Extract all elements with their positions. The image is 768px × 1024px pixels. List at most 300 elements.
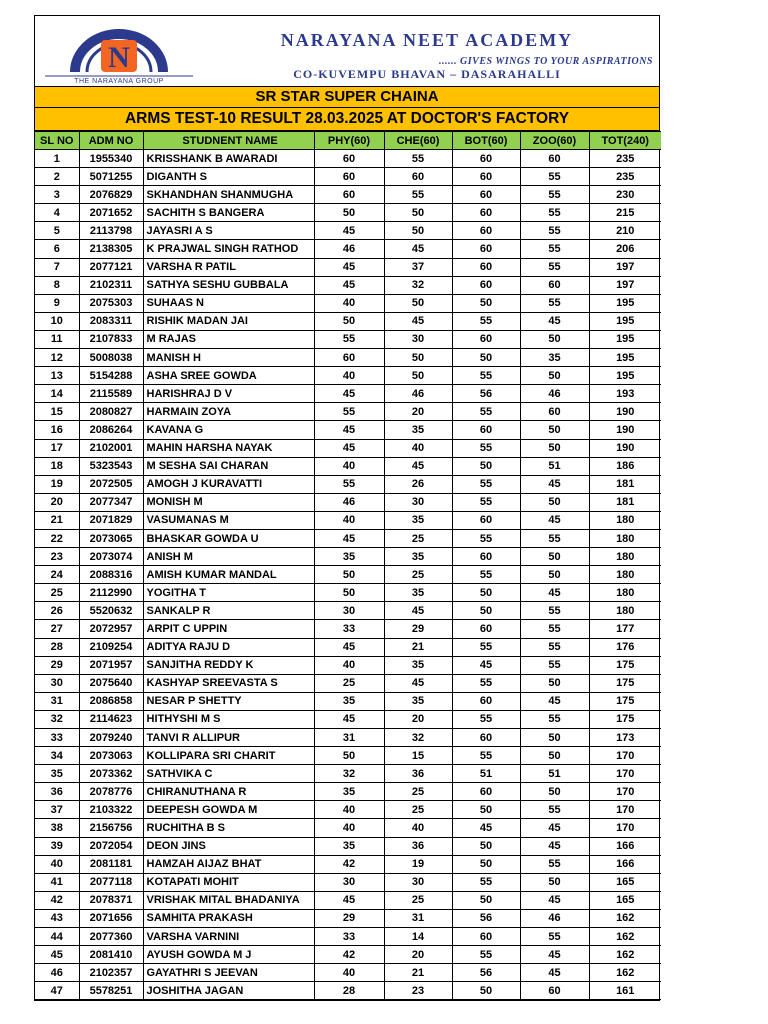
results-table	[35, 131, 661, 1000]
table-cell: 170	[589, 765, 661, 783]
table-cell: 60	[452, 276, 520, 294]
table-cell: AMISH KUMAR MANDAL	[143, 566, 314, 584]
table-cell: 60	[452, 204, 520, 222]
table-cell: 55	[520, 204, 589, 222]
table-cell: 60	[452, 186, 520, 204]
table-cell: 50	[520, 367, 589, 385]
table-cell: GAYATHRI S JEEVAN	[143, 964, 314, 982]
table-cell: 23	[35, 548, 79, 566]
table-cell: 28	[35, 638, 79, 656]
table-cell: 32	[314, 765, 384, 783]
table-cell: 55	[452, 312, 520, 330]
table-cell: 2078371	[79, 891, 143, 909]
table-cell: 60	[452, 548, 520, 566]
table-cell: 45	[314, 891, 384, 909]
table-cell: 7	[35, 258, 79, 276]
logo-arc-text: SRAMAYEVA JAYATHE	[67, 18, 168, 53]
table-cell: 50	[452, 837, 520, 855]
table-cell: 43	[35, 909, 79, 927]
table-cell: 56	[452, 964, 520, 982]
column-header: ZOO(60)	[520, 132, 589, 150]
table-cell: 45	[520, 692, 589, 710]
academy-slogan: ...... GIVES WINGS TO YOUR ASPIRATIONS	[439, 56, 653, 67]
table-cell: SATHYA SESHU GUBBALA	[143, 276, 314, 294]
table-cell: HARISHRAJ D V	[143, 385, 314, 403]
table-cell: 2102311	[79, 276, 143, 294]
table-cell: 9	[35, 294, 79, 312]
table-cell: 50	[384, 222, 452, 240]
table-cell: 23	[384, 982, 452, 1000]
table-cell: KOTAPATI MOHIT	[143, 873, 314, 891]
table-cell: SANKALP R	[143, 602, 314, 620]
table-cell: 51	[520, 457, 589, 475]
column-header: ADM NO	[79, 132, 143, 150]
table-cell: 35	[314, 837, 384, 855]
table-row	[35, 946, 661, 964]
table-cell: 36	[384, 765, 452, 783]
table-cell: 45	[384, 312, 452, 330]
table-cell: ADITYA RAJU D	[143, 638, 314, 656]
table-cell: 2077360	[79, 928, 143, 946]
table-cell: 40	[314, 294, 384, 312]
column-header: CHE(60)	[384, 132, 452, 150]
table-cell: 2072505	[79, 475, 143, 493]
table-cell: 32	[384, 276, 452, 294]
table-cell: HAMZAH AIJAZ BHAT	[143, 855, 314, 873]
table-cell: AYUSH GOWDA M J	[143, 946, 314, 964]
table-cell: 166	[589, 837, 661, 855]
table-cell: 165	[589, 873, 661, 891]
table-cell: 13	[35, 367, 79, 385]
table-cell: 45	[314, 638, 384, 656]
table-cell: 33	[314, 928, 384, 946]
table-cell: 29	[35, 656, 79, 674]
table-cell: 55	[520, 855, 589, 873]
table-cell: 46	[35, 964, 79, 982]
table-row	[35, 873, 661, 891]
table-cell: M RAJAS	[143, 330, 314, 348]
table-cell: 20	[384, 710, 452, 728]
table-cell: 40	[314, 819, 384, 837]
table-cell: 21	[384, 638, 452, 656]
table-row	[35, 421, 661, 439]
table-cell: 50	[520, 873, 589, 891]
table-cell: 14	[384, 928, 452, 946]
table-cell: 50	[452, 801, 520, 819]
table-row	[35, 620, 661, 638]
table-cell: 35	[35, 765, 79, 783]
table-row	[35, 891, 661, 909]
table-cell: 2080827	[79, 403, 143, 421]
table-cell: 46	[520, 385, 589, 403]
table-row	[35, 747, 661, 765]
table-row	[35, 150, 661, 168]
table-cell: ASHA SREE GOWDA	[143, 367, 314, 385]
column-header: TOT(240)	[589, 132, 661, 150]
table-cell: 21	[35, 511, 79, 529]
table-cell: M SESHA SAI CHARAN	[143, 457, 314, 475]
table-cell: 32	[35, 710, 79, 728]
table-cell: 50	[314, 584, 384, 602]
table-cell: 40	[35, 855, 79, 873]
table-cell: 2102001	[79, 439, 143, 457]
table-cell: 42	[314, 946, 384, 964]
table-cell: 35	[384, 548, 452, 566]
table-cell: 55	[452, 747, 520, 765]
table-cell: 2086264	[79, 421, 143, 439]
table-cell: 50	[314, 747, 384, 765]
logo-group-text: THE NARAYANA GROUP	[74, 78, 164, 84]
table-cell: 50	[520, 747, 589, 765]
table-cell: 45	[520, 475, 589, 493]
table-cell: 50	[520, 783, 589, 801]
table-cell: 2075303	[79, 294, 143, 312]
table-cell: 55	[520, 294, 589, 312]
table-cell: 40	[314, 367, 384, 385]
table-cell: 180	[589, 529, 661, 547]
table-cell: 2078776	[79, 783, 143, 801]
table-cell: 50	[314, 204, 384, 222]
table-cell: 45	[384, 674, 452, 692]
table-cell: 55	[520, 928, 589, 946]
table-cell: 46	[314, 493, 384, 511]
table-cell: 60	[520, 276, 589, 294]
table-cell: 35	[314, 783, 384, 801]
table-cell: 55	[314, 403, 384, 421]
column-header: SL NO	[35, 132, 79, 150]
table-cell: 45	[314, 222, 384, 240]
table-cell: 25	[35, 584, 79, 602]
table-cell: 30	[314, 602, 384, 620]
table-cell: 50	[452, 584, 520, 602]
table-cell: 170	[589, 747, 661, 765]
table-cell: 165	[589, 891, 661, 909]
table-cell: 50	[520, 566, 589, 584]
table-row	[35, 529, 661, 547]
table-cell: 55	[452, 710, 520, 728]
table-cell: 60	[452, 330, 520, 348]
table-cell: 2071829	[79, 511, 143, 529]
table-cell: 60	[452, 620, 520, 638]
table-cell: 56	[452, 385, 520, 403]
table-cell: 2071652	[79, 204, 143, 222]
table-cell: 2071957	[79, 656, 143, 674]
table-cell: 197	[589, 258, 661, 276]
table-cell: 175	[589, 674, 661, 692]
table-cell: 2	[35, 168, 79, 186]
table-cell: 55	[452, 674, 520, 692]
table-cell: KASHYAP SREEVASTA S	[143, 674, 314, 692]
table-row	[35, 638, 661, 656]
table-cell: 19	[384, 855, 452, 873]
table-cell: 50	[314, 312, 384, 330]
table-cell: 5154288	[79, 367, 143, 385]
table-cell: 2076829	[79, 186, 143, 204]
table-cell: 60	[452, 258, 520, 276]
table-cell: 45	[314, 421, 384, 439]
table-cell: 55	[520, 620, 589, 638]
table-cell: 20	[35, 493, 79, 511]
table-cell: 55	[520, 258, 589, 276]
branch-name: CO-KUVEMPU BHAVAN – DASARAHALLI	[293, 67, 561, 81]
table-cell: KRISSHANK B AWARADI	[143, 150, 314, 168]
table-cell: 45	[314, 258, 384, 276]
table-cell: 55	[520, 602, 589, 620]
table-row	[35, 367, 661, 385]
table-cell: 177	[589, 620, 661, 638]
table-cell: 2156756	[79, 819, 143, 837]
table-cell: 180	[589, 584, 661, 602]
table-cell: 60	[314, 150, 384, 168]
table-cell: 60	[314, 349, 384, 367]
table-cell: 40	[314, 801, 384, 819]
table-row	[35, 855, 661, 873]
table-cell: 50	[384, 294, 452, 312]
table-cell: 180	[589, 602, 661, 620]
table-cell: 45	[520, 511, 589, 529]
table-row	[35, 403, 661, 421]
table-cell: 60	[452, 511, 520, 529]
table-cell: 2113798	[79, 222, 143, 240]
table-cell: 180	[589, 566, 661, 584]
table-cell: 50	[384, 349, 452, 367]
table-cell: 36	[384, 837, 452, 855]
table-cell: 5520632	[79, 602, 143, 620]
table-cell: 3	[35, 186, 79, 204]
table-row	[35, 186, 661, 204]
table-cell: HITHYSHI M S	[143, 710, 314, 728]
table-cell: 176	[589, 638, 661, 656]
table-cell: 35	[520, 349, 589, 367]
table-cell: 10	[35, 312, 79, 330]
table-cell: TANVI R ALLIPUR	[143, 729, 314, 747]
table-cell: SATHVIKA C	[143, 765, 314, 783]
table-cell: 50	[520, 674, 589, 692]
table-cell: 55	[520, 638, 589, 656]
table-cell: 29	[314, 909, 384, 927]
table-cell: 50	[452, 349, 520, 367]
table-cell: 55	[452, 475, 520, 493]
logo-letter: N	[108, 41, 130, 74]
table-cell: 2073074	[79, 548, 143, 566]
table-cell: 42	[35, 891, 79, 909]
table-cell: 15	[384, 747, 452, 765]
table-cell: 20	[384, 946, 452, 964]
table-cell: 45	[384, 240, 452, 258]
table-cell: 181	[589, 493, 661, 511]
table-cell: 55	[520, 529, 589, 547]
table-cell: 5	[35, 222, 79, 240]
table-cell: 2109254	[79, 638, 143, 656]
table-cell: 40	[314, 964, 384, 982]
table-row	[35, 801, 661, 819]
table-cell: 50	[452, 982, 520, 1000]
table-cell: 60	[452, 928, 520, 946]
table-cell: 161	[589, 982, 661, 1000]
table-row	[35, 584, 661, 602]
table-cell: 51	[520, 765, 589, 783]
table-cell: 60	[452, 168, 520, 186]
table-cell: 45	[520, 946, 589, 964]
table-cell: 2088316	[79, 566, 143, 584]
table-cell: 55	[384, 150, 452, 168]
sheet-header	[35, 16, 659, 87]
table-cell: 50	[384, 204, 452, 222]
table-row	[35, 656, 661, 674]
table-cell: 45	[314, 529, 384, 547]
test-title: ARMS TEST-10 RESULT 28.03.2025 AT DOCTOR'S FACTORY	[35, 108, 659, 131]
table-cell: 46	[384, 385, 452, 403]
table-cell: 50	[314, 566, 384, 584]
table-cell: 175	[589, 656, 661, 674]
table-cell: 55	[452, 946, 520, 964]
table-cell: 2086858	[79, 692, 143, 710]
table-cell: 25	[384, 566, 452, 584]
table-cell: VARSHA VARNINI	[143, 928, 314, 946]
table-cell: 40	[384, 439, 452, 457]
table-row	[35, 457, 661, 475]
table-cell: 2073065	[79, 529, 143, 547]
table-cell: K PRAJWAL SINGH RATHOD	[143, 240, 314, 258]
table-cell: 35	[384, 656, 452, 674]
table-cell: 162	[589, 909, 661, 927]
table-cell: 55	[520, 222, 589, 240]
table-cell: 40	[314, 511, 384, 529]
table-cell: 2073362	[79, 765, 143, 783]
table-row	[35, 439, 661, 457]
table-cell: 8	[35, 276, 79, 294]
table-cell: 18	[35, 457, 79, 475]
table-row	[35, 204, 661, 222]
table-cell: 190	[589, 403, 661, 421]
table-row	[35, 330, 661, 348]
table-cell: 45	[314, 276, 384, 294]
table-cell: 38	[35, 819, 79, 837]
table-cell: 45	[314, 710, 384, 728]
narayana-logo-icon	[39, 18, 199, 84]
table-cell: 60	[452, 729, 520, 747]
table-cell: 30	[384, 493, 452, 511]
table-cell: 11	[35, 330, 79, 348]
table-cell: 2102357	[79, 964, 143, 982]
table-cell: 45	[520, 584, 589, 602]
table-cell: 181	[589, 475, 661, 493]
table-cell: 45	[520, 312, 589, 330]
table-cell: 35	[384, 421, 452, 439]
table-cell: 47	[35, 982, 79, 1000]
table-cell: 50	[520, 729, 589, 747]
table-cell: 40	[314, 457, 384, 475]
table-cell: 2115589	[79, 385, 143, 403]
table-cell: 27	[35, 620, 79, 638]
table-cell: 2081410	[79, 946, 143, 964]
table-row	[35, 710, 661, 728]
table-cell: 30	[384, 873, 452, 891]
table-cell: 55	[452, 638, 520, 656]
table-cell: 5323543	[79, 457, 143, 475]
table-row	[35, 168, 661, 186]
academy-name: NARAYANA NEET ACADEMY	[280, 30, 574, 50]
table-row	[35, 783, 661, 801]
table-cell: 28	[314, 982, 384, 1000]
column-header: STUDNENT NAME	[143, 132, 314, 150]
table-cell: 40	[314, 656, 384, 674]
table-cell: 55	[520, 710, 589, 728]
table-cell: 175	[589, 710, 661, 728]
table-cell: 170	[589, 819, 661, 837]
table-cell: 60	[452, 240, 520, 258]
table-cell: 55	[520, 656, 589, 674]
table-cell: 31	[384, 909, 452, 927]
table-cell: 197	[589, 276, 661, 294]
table-cell: 20	[384, 403, 452, 421]
table-cell: 50	[520, 548, 589, 566]
table-row	[35, 819, 661, 837]
table-cell: 50	[384, 367, 452, 385]
table-cell: 2071656	[79, 909, 143, 927]
table-cell: 45	[520, 837, 589, 855]
table-cell: 21	[384, 964, 452, 982]
table-cell: DIGANTH S	[143, 168, 314, 186]
table-cell: 35	[314, 548, 384, 566]
table-cell: 5008038	[79, 349, 143, 367]
table-cell: 60	[452, 783, 520, 801]
table-cell: 175	[589, 692, 661, 710]
table-cell: 35	[384, 692, 452, 710]
table-cell: SKHANDHAN SHANMUGHA	[143, 186, 314, 204]
table-cell: 1	[35, 150, 79, 168]
table-cell: 2083311	[79, 312, 143, 330]
table-cell: DEON JINS	[143, 837, 314, 855]
table-cell: 60	[520, 150, 589, 168]
table-cell: 30	[384, 330, 452, 348]
table-cell: 2081181	[79, 855, 143, 873]
table-cell: 55	[452, 529, 520, 547]
table-cell: 195	[589, 367, 661, 385]
table-cell: 26	[384, 475, 452, 493]
table-cell: 42	[314, 855, 384, 873]
table-cell: 46	[520, 909, 589, 927]
table-cell: 235	[589, 168, 661, 186]
table-cell: 2107833	[79, 330, 143, 348]
table-cell: 45	[314, 385, 384, 403]
table-row	[35, 729, 661, 747]
table-cell: 2075640	[79, 674, 143, 692]
table-row	[35, 294, 661, 312]
table-cell: 55	[452, 493, 520, 511]
table-row	[35, 493, 661, 511]
table-cell: 36	[35, 783, 79, 801]
table-cell: 34	[35, 747, 79, 765]
table-cell: 32	[384, 729, 452, 747]
table-row	[35, 909, 661, 927]
table-cell: 173	[589, 729, 661, 747]
table-cell: 15	[35, 403, 79, 421]
table-cell: 31	[314, 729, 384, 747]
table-cell: 1955340	[79, 150, 143, 168]
table-cell: JOSHITHA JAGAN	[143, 982, 314, 1000]
table-cell: 35	[384, 511, 452, 529]
table-cell: 25	[384, 529, 452, 547]
table-row	[35, 276, 661, 294]
table-cell: 55	[452, 566, 520, 584]
table-cell: 51	[452, 765, 520, 783]
table-cell: KOLLIPARA SRI CHARIT	[143, 747, 314, 765]
table-cell: 6	[35, 240, 79, 258]
table-cell: 55	[452, 873, 520, 891]
table-row	[35, 566, 661, 584]
table-cell: AMOGH J KURAVATTI	[143, 475, 314, 493]
